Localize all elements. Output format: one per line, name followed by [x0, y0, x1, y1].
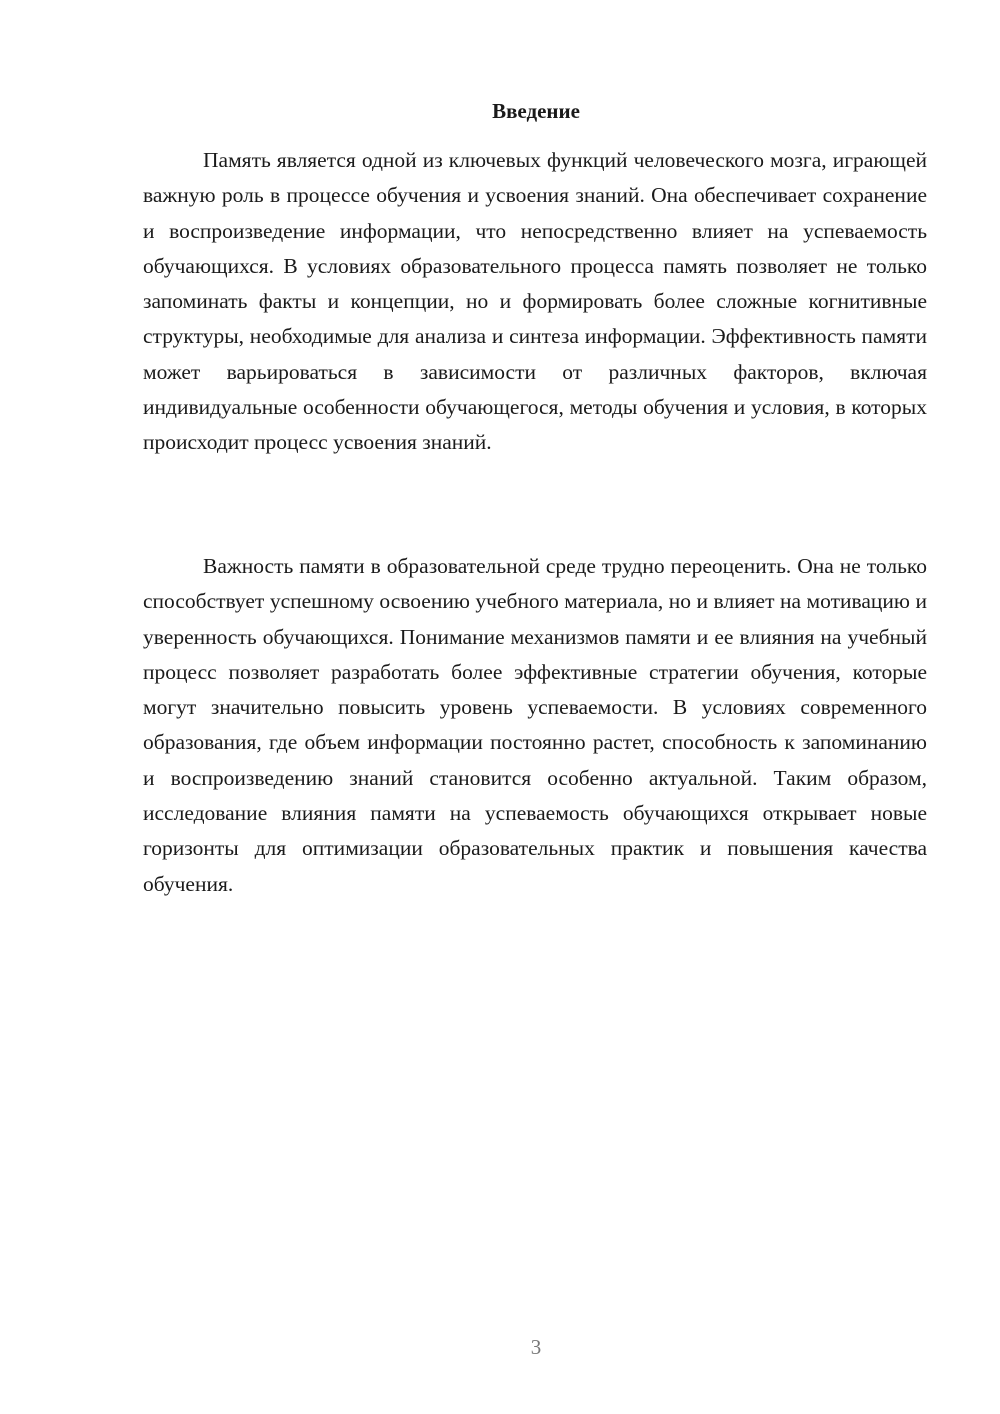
- paragraph-importance: Важность памяти в образовательной среде трудно переоценить. Она не только способствует успешному освоению учебного материала, но и влияет на мотивацию и уверенность обучающихся. Понимание механизмов памяти и ее влияния на учебный процесс позволяет разработать более эффективные стратегии обучения, которые могут значительно повысить уровень успеваемости. В условиях современного образования, где объем информации постоянно растет, способность к запоминанию и воспроизведению знаний становится особенно актуальной. Таким образом, исследование влияния памяти на успеваемость обучающихся открывает новые горизонты для оптимизации образовательных практик и повышения качества обучения.: [143, 554, 927, 896]
- page-number: 3: [530, 1335, 542, 1359]
- section-title: Введение: [492, 99, 580, 123]
- paragraph-introduction: Память является одной из ключевых функций человеческого мозга, играющей важную роль в процессе обучения и усвоения знаний. Она обеспечивает сохранение и воспроизведение информации, что непосредственно влияет на успеваемость обучающихся. В условиях образовательного процесса память позволяет не только запоминать факты и концепции, но и формировать более сложные когнитивные структуры, необходимые для анализа и синтеза информации. Эффективность памяти может варьироваться в зависимости от различных факторов, включая индивидуальные особенности обучающегося, методы обучения и условия, в которых происходит процесс усвоения знаний.: [143, 148, 927, 455]
